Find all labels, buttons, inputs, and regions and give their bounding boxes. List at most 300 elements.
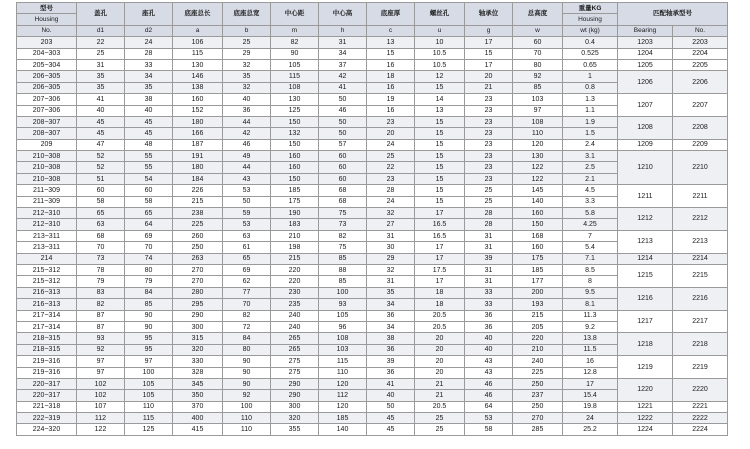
table-cell: 28: [465, 219, 513, 230]
table-cell: 290: [173, 310, 223, 321]
bearing-no-cell: 2206: [673, 71, 728, 94]
table-row: [17, 356, 728, 367]
table-cell: 290: [271, 378, 319, 389]
table-cell: 64: [125, 219, 173, 230]
bearing-no-cell: 2205: [673, 59, 728, 70]
table-cell: 60: [319, 173, 367, 184]
table-cell: 328: [173, 367, 223, 378]
header-weight-unit: wt (kg): [563, 25, 618, 36]
table-row: [17, 287, 728, 298]
table-cell: 18: [415, 287, 465, 298]
table-cell: 36: [465, 310, 513, 321]
table-cell: 191: [173, 151, 223, 162]
table-cell: 115: [319, 356, 367, 367]
table-cell: 92: [77, 344, 125, 355]
table-cell: 97: [77, 356, 125, 367]
table-cell: 250: [513, 401, 563, 412]
header-m-cn: 中心距: [271, 3, 319, 26]
table-cell: 87: [77, 321, 125, 332]
table-cell: 32: [367, 264, 415, 275]
bearing-no-cell: 2214: [673, 253, 728, 264]
table-cell: 250: [173, 242, 223, 253]
table-cell: 31: [465, 276, 513, 287]
header-d2-cn: 座孔: [125, 3, 173, 26]
table-cell: 240: [513, 356, 563, 367]
bearing-no-cell: 2218: [673, 333, 728, 356]
table-cell: 10: [415, 37, 465, 48]
table-cell: 138: [173, 82, 223, 93]
table-cell: 8.1: [563, 299, 618, 310]
table-cell: 90: [223, 356, 271, 367]
table-cell: 43: [223, 173, 271, 184]
housing-no-cell: 212~310: [17, 208, 77, 219]
table-cell: 130: [513, 151, 563, 162]
table-cell: 90: [271, 48, 319, 59]
table-cell: 31: [465, 264, 513, 275]
table-cell: 82: [77, 299, 125, 310]
housing-spec-table: [16, 2, 728, 436]
table-cell: 15: [367, 48, 415, 59]
table-cell: 18: [415, 299, 465, 310]
header-housing-cn: 型号: [17, 3, 77, 14]
table-cell: 23: [465, 116, 513, 127]
table-cell: 80: [513, 59, 563, 70]
table-cell: 17: [465, 37, 513, 48]
table-cell: 25: [415, 413, 465, 424]
bearing-no-cell: 2217: [673, 310, 728, 333]
table-cell: 22: [367, 162, 415, 173]
table-cell: 175: [271, 196, 319, 207]
table-cell: 85: [319, 276, 367, 287]
table-cell: 36: [367, 344, 415, 355]
table-cell: 10.5: [415, 59, 465, 70]
table-cell: 21: [415, 378, 465, 389]
table-cell: 46: [223, 139, 271, 150]
bearing-cell: 1209: [618, 139, 673, 150]
table-cell: 31: [319, 37, 367, 48]
table-cell: 35: [77, 82, 125, 93]
housing-no-cell: 214: [17, 253, 77, 264]
housing-no-cell: 219~316: [17, 356, 77, 367]
table-cell: 270: [513, 413, 563, 424]
table-cell: 46: [319, 105, 367, 116]
table-cell: 45: [367, 424, 415, 435]
housing-no-cell: 210~308: [17, 173, 77, 184]
table-cell: 90: [223, 367, 271, 378]
table-cell: 45: [367, 413, 415, 424]
bearing-cell: 1214: [618, 253, 673, 264]
table-cell: 220: [271, 276, 319, 287]
bearing-cell: 1221: [618, 401, 673, 412]
header-d1-sym: d1: [77, 25, 125, 36]
table-cell: 285: [513, 424, 563, 435]
header-g-sym: g: [465, 25, 513, 36]
table-cell: 15: [415, 151, 465, 162]
table-cell: 70: [77, 242, 125, 253]
table-cell: 3.3: [563, 196, 618, 207]
bearing-cell: 1213: [618, 230, 673, 253]
header-g-cn: 轴承位: [465, 3, 513, 26]
header-u-cn: 螺丝孔: [415, 3, 465, 26]
header-b-cn: 底座总宽: [223, 3, 271, 26]
table-cell: 7: [563, 230, 618, 241]
table-cell: 105: [125, 378, 173, 389]
table-cell: 1.9: [563, 116, 618, 127]
header-bearing-en: Bearing: [618, 25, 673, 36]
housing-no-cell: 211~309: [17, 185, 77, 196]
table-cell: 185: [319, 413, 367, 424]
table-cell: 46: [465, 390, 513, 401]
bearing-no-cell: 2224: [673, 424, 728, 435]
header-u-sym: u: [415, 25, 465, 36]
header-m-sym: m: [271, 25, 319, 36]
table-cell: 290: [271, 390, 319, 401]
table-cell: 106: [173, 37, 223, 48]
table-cell: 150: [271, 116, 319, 127]
table-cell: 12: [415, 71, 465, 82]
table-cell: 31: [367, 230, 415, 241]
table-cell: 73: [319, 219, 367, 230]
table-cell: 53: [465, 413, 513, 424]
table-cell: 210: [513, 344, 563, 355]
table-cell: 320: [271, 413, 319, 424]
table-cell: 33: [465, 287, 513, 298]
housing-no-cell: 216~313: [17, 287, 77, 298]
table-cell: 112: [77, 413, 125, 424]
table-cell: 95: [125, 333, 173, 344]
table-cell: 146: [173, 71, 223, 82]
table-cell: 70: [513, 48, 563, 59]
bearing-cell: 1208: [618, 116, 673, 139]
table-cell: 190: [271, 208, 319, 219]
table-cell: 17: [465, 59, 513, 70]
bearing-cell: 1211: [618, 185, 673, 208]
table-cell: 58: [77, 196, 125, 207]
table-cell: 48: [125, 139, 173, 150]
housing-no-cell: 213~311: [17, 242, 77, 253]
table-cell: 1: [563, 71, 618, 82]
table-cell: 16.5: [415, 230, 465, 241]
table-cell: 238: [173, 208, 223, 219]
table-cell: 64: [465, 401, 513, 412]
table-cell: 105: [271, 59, 319, 70]
housing-no-cell: 206~305: [17, 82, 77, 93]
bearing-cell: 1220: [618, 378, 673, 401]
table-cell: 17: [415, 253, 465, 264]
table-body: [17, 37, 728, 436]
table-cell: 53: [223, 219, 271, 230]
table-cell: 50: [319, 128, 367, 139]
table-cell: 59: [223, 208, 271, 219]
header-row-sym: [17, 25, 728, 36]
housing-no-cell: 220~317: [17, 378, 77, 389]
table-cell: 85: [125, 299, 173, 310]
table-cell: 31: [77, 59, 125, 70]
table-cell: 240: [271, 321, 319, 332]
table-row: [17, 413, 728, 424]
table-cell: 160: [513, 208, 563, 219]
table-cell: 32: [367, 208, 415, 219]
table-cell: 140: [513, 196, 563, 207]
table-cell: 11.5: [563, 344, 618, 355]
table-cell: 23: [465, 94, 513, 105]
table-cell: 20: [415, 367, 465, 378]
table-cell: 19: [367, 94, 415, 105]
table-cell: 88: [319, 264, 367, 275]
table-cell: 122: [513, 173, 563, 184]
table-cell: 215: [513, 310, 563, 321]
table-cell: 41: [319, 82, 367, 93]
header-w-cn: 总高度: [513, 3, 563, 26]
table-cell: 36: [367, 310, 415, 321]
table-cell: 193: [513, 299, 563, 310]
table-row: [17, 94, 728, 105]
table-cell: 45: [125, 128, 173, 139]
header-h-cn: 中心高: [319, 3, 367, 26]
table-cell: 110: [223, 424, 271, 435]
table-cell: 18: [367, 71, 415, 82]
table-cell: 15: [415, 173, 465, 184]
table-cell: 25: [465, 185, 513, 196]
table-row: [17, 71, 728, 82]
table-cell: 5.8: [563, 208, 618, 219]
table-cell: 295: [173, 299, 223, 310]
table-cell: 62: [223, 276, 271, 287]
table-cell: 315: [173, 333, 223, 344]
table-cell: 61: [223, 242, 271, 253]
table-cell: 83: [77, 287, 125, 298]
housing-no-cell: 220~317: [17, 390, 77, 401]
bearing-no-cell: 2220: [673, 378, 728, 401]
table-cell: 22: [77, 37, 125, 48]
table-cell: 25: [77, 48, 125, 59]
bearing-no-cell: 2212: [673, 208, 728, 231]
table-cell: 265: [271, 333, 319, 344]
table-cell: 82: [319, 230, 367, 241]
table-cell: 105: [125, 390, 173, 401]
table-cell: 32: [223, 82, 271, 93]
table-cell: 20.5: [415, 401, 465, 412]
table-cell: 160: [513, 242, 563, 253]
table-cell: 168: [513, 230, 563, 241]
table-cell: 4.5: [563, 185, 618, 196]
table-cell: 263: [173, 253, 223, 264]
table-cell: 180: [173, 116, 223, 127]
table-cell: 29: [367, 253, 415, 264]
housing-no-cell: 215~312: [17, 276, 77, 287]
table-cell: 150: [513, 219, 563, 230]
table-cell: 43: [465, 356, 513, 367]
table-cell: 34: [367, 321, 415, 332]
table-cell: 90: [125, 321, 173, 332]
housing-no-cell: 207~306: [17, 94, 77, 105]
table-cell: 13: [415, 105, 465, 116]
table-cell: 185: [513, 264, 563, 275]
table-cell: 115: [173, 48, 223, 59]
table-row: [17, 230, 728, 241]
table-cell: 97: [513, 105, 563, 116]
housing-no-cell: 218~315: [17, 344, 77, 355]
bearing-cell: 1212: [618, 208, 673, 231]
table-row: [17, 48, 728, 59]
header-c-sym: c: [367, 25, 415, 36]
table-cell: 28: [125, 48, 173, 59]
table-cell: 65: [125, 208, 173, 219]
table-cell: 235: [271, 299, 319, 310]
housing-no-cell: 205~304: [17, 59, 77, 70]
table-cell: 275: [271, 367, 319, 378]
table-cell: 210: [271, 230, 319, 241]
bearing-cell: 1205: [618, 59, 673, 70]
table-cell: 13: [367, 37, 415, 48]
housing-no-cell: 208~307: [17, 116, 77, 127]
table-cell: 185: [271, 185, 319, 196]
table-cell: 230: [271, 287, 319, 298]
table-cell: 415: [173, 424, 223, 435]
header-bearing-cn: 匹配轴承型号: [618, 3, 728, 26]
bearing-no-cell: 2210: [673, 151, 728, 185]
table-cell: 100: [223, 401, 271, 412]
table-cell: 17: [415, 276, 465, 287]
table-cell: 19.8: [563, 401, 618, 412]
table-cell: 0.525: [563, 48, 618, 59]
table-cell: 55: [125, 162, 173, 173]
table-cell: 80: [125, 264, 173, 275]
table-cell: 74: [125, 253, 173, 264]
header-h-sym: h: [319, 25, 367, 36]
table-cell: 275: [271, 356, 319, 367]
table-cell: 15: [415, 162, 465, 173]
bearing-no-cell: 2219: [673, 356, 728, 379]
header-d1-cn: 盖孔: [77, 3, 125, 26]
table-row: [17, 208, 728, 219]
table-cell: 237: [513, 390, 563, 401]
bearing-no-cell: 2209: [673, 139, 728, 150]
table-cell: 7.1: [563, 253, 618, 264]
table-cell: 2.1: [563, 173, 618, 184]
table-cell: 145: [513, 185, 563, 196]
table-cell: 35: [125, 82, 173, 93]
header-bearing-no: No.: [673, 25, 728, 36]
table-cell: 93: [319, 299, 367, 310]
table-cell: 20.5: [415, 310, 465, 321]
table-cell: 25.2: [563, 424, 618, 435]
table-cell: 184: [173, 173, 223, 184]
table-cell: 75: [319, 242, 367, 253]
housing-no-cell: 219~316: [17, 367, 77, 378]
table-cell: 1.5: [563, 128, 618, 139]
table-cell: 260: [173, 230, 223, 241]
table-cell: 125: [125, 424, 173, 435]
table-cell: 78: [77, 264, 125, 275]
table-cell: 16: [563, 356, 618, 367]
table-cell: 45: [77, 116, 125, 127]
table-cell: 85: [513, 82, 563, 93]
table-cell: 15: [415, 196, 465, 207]
table-cell: 45: [77, 128, 125, 139]
table-cell: 70: [223, 299, 271, 310]
housing-no-cell: 207~306: [17, 105, 77, 116]
table-cell: 122: [77, 424, 125, 435]
table-cell: 320: [173, 344, 223, 355]
table-cell: 25: [367, 151, 415, 162]
table-cell: 50: [367, 401, 415, 412]
table-cell: 180: [173, 162, 223, 173]
table-cell: 79: [77, 276, 125, 287]
table-cell: 72: [223, 321, 271, 332]
table-cell: 51: [77, 173, 125, 184]
table-cell: 110: [223, 413, 271, 424]
table-cell: 65: [223, 253, 271, 264]
table-cell: 132: [271, 128, 319, 139]
table-cell: 215: [173, 196, 223, 207]
table-cell: 44: [223, 116, 271, 127]
table-cell: 23: [465, 162, 513, 173]
table-cell: 150: [271, 139, 319, 150]
housing-no-cell: 203: [17, 37, 77, 48]
table-cell: 183: [271, 219, 319, 230]
table-cell: 100: [125, 367, 173, 378]
table-cell: 92: [223, 390, 271, 401]
table-cell: 84: [125, 287, 173, 298]
table-cell: 35: [223, 71, 271, 82]
bearing-cell: 1215: [618, 264, 673, 287]
bearing-cell: 1217: [618, 310, 673, 333]
table-cell: 16: [367, 82, 415, 93]
table-cell: 58: [125, 196, 173, 207]
table-cell: 68: [319, 196, 367, 207]
table-cell: 9.5: [563, 287, 618, 298]
header-b-sym: b: [223, 25, 271, 36]
table-cell: 69: [223, 264, 271, 275]
table-cell: 345: [173, 378, 223, 389]
bearing-no-cell: 2215: [673, 264, 728, 287]
table-cell: 63: [77, 219, 125, 230]
header-a-cn: 底座总长: [173, 3, 223, 26]
housing-no-cell: 210~308: [17, 162, 77, 173]
table-cell: 17: [415, 242, 465, 253]
table-cell: 16.5: [415, 219, 465, 230]
table-cell: 54: [125, 173, 173, 184]
table-cell: 70: [125, 242, 173, 253]
table-cell: 21: [465, 82, 513, 93]
table-cell: 107: [77, 401, 125, 412]
bearing-cell: 1222: [618, 413, 673, 424]
table-cell: 0.4: [563, 37, 618, 48]
table-cell: 17: [563, 378, 618, 389]
housing-no-cell: 216~313: [17, 299, 77, 310]
table-cell: 17.5: [415, 264, 465, 275]
bearing-cell: 1210: [618, 151, 673, 185]
table-cell: 20: [415, 344, 465, 355]
table-cell: 130: [271, 94, 319, 105]
table-cell: 23: [465, 128, 513, 139]
table-cell: 80: [223, 344, 271, 355]
table-cell: 69: [125, 230, 173, 241]
table-cell: 4.25: [563, 219, 618, 230]
table-cell: 50: [319, 116, 367, 127]
table-cell: 25: [223, 37, 271, 48]
table-cell: 21: [415, 390, 465, 401]
table-cell: 110: [513, 128, 563, 139]
table-row: [17, 151, 728, 162]
header-row-cn: [17, 3, 728, 14]
table-cell: 38: [367, 333, 415, 344]
table-cell: 77: [223, 287, 271, 298]
table-cell: 23: [367, 116, 415, 127]
header-w-sym: w: [513, 25, 563, 36]
bearing-cell: 1206: [618, 71, 673, 94]
